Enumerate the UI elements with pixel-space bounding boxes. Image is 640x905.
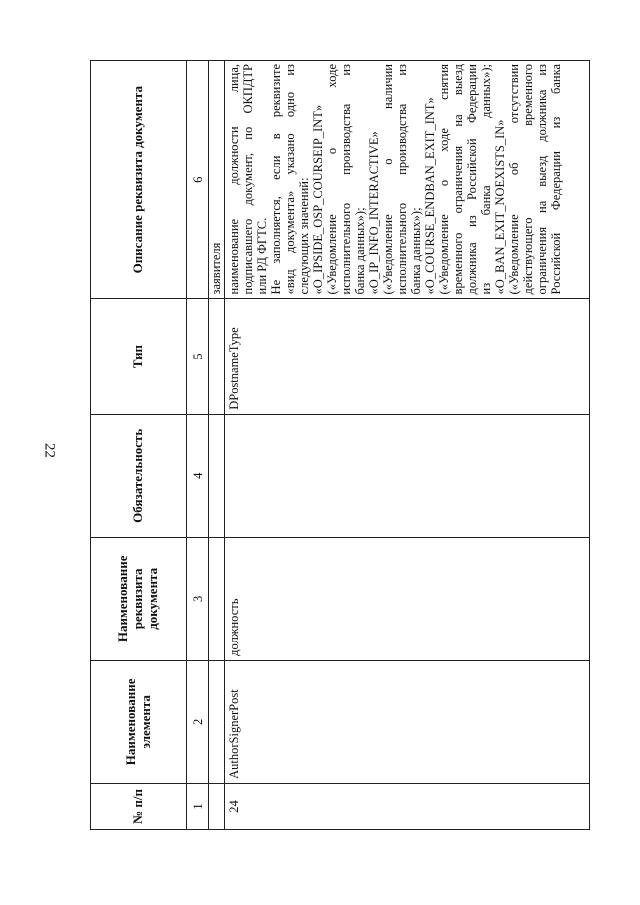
- column-number: 2: [187, 660, 209, 783]
- description-line: «O_IP_INFO_INTERACTIVE»: [367, 131, 381, 295]
- description-line: ограничения на выезд должника из: [535, 64, 549, 295]
- description-line: наименование должности лица,: [227, 64, 241, 295]
- row-required: [225, 414, 590, 537]
- table-row: [225, 61, 590, 830]
- description-line: («Уведомление об отсутствии: [507, 64, 521, 295]
- header-num: № п/п: [91, 783, 187, 829]
- description-line: Не заполняется, если в реквизите: [269, 64, 283, 295]
- description-line: «O_COURSE_ENDBAN_EXIT_INT»: [423, 97, 437, 295]
- row-num: 24: [225, 783, 590, 829]
- column-number: 1: [187, 783, 209, 829]
- header-requisite: Наименование реквизита документа: [91, 537, 187, 660]
- description-line: из банка данных»);: [479, 64, 493, 295]
- description-line: исполнительного производства из: [395, 64, 409, 295]
- description-line: действующего временного: [521, 64, 535, 295]
- description-line: временного ограничения на выезд: [451, 64, 465, 295]
- page-number: 22: [41, 443, 58, 458]
- description-line: («Уведомление о наличии: [381, 64, 395, 295]
- description-line: «вид документа» указано одно из: [283, 64, 297, 295]
- rotated-table-container: [90, 60, 590, 830]
- header-description: Описание реквизита документа: [91, 61, 187, 299]
- description-line: подписавшего документ, по ОКПДТР: [241, 64, 255, 295]
- header-element: Наименование элемента: [91, 660, 187, 783]
- header-required: Обязательность: [91, 414, 187, 537]
- column-number: 6: [187, 61, 209, 299]
- description-line: должника из Российской Федерации: [465, 64, 479, 295]
- column-number-row: [187, 61, 209, 830]
- description-line: банка данных»);: [409, 207, 423, 295]
- description-line: банка данных»);: [353, 207, 367, 295]
- description-line: Российской Федерации из банка: [549, 64, 563, 295]
- row-element: AuthorSignerPost: [225, 660, 590, 783]
- row-requisite: должность: [225, 537, 590, 660]
- header-type: Тип: [91, 299, 187, 414]
- requisites-table: [90, 60, 590, 830]
- description-line: исполнительного производства из: [339, 64, 353, 295]
- row-description: [225, 61, 590, 299]
- column-number: 5: [187, 299, 209, 414]
- description-line: («Уведомление о ходе снятия: [437, 64, 451, 295]
- column-number: 4: [187, 414, 209, 537]
- column-number: 3: [187, 537, 209, 660]
- description-line: «O_IPSIDE_OSP_COURSEIP_INT»: [311, 104, 325, 295]
- continuation-text: заявителя: [209, 61, 225, 299]
- header-row: [91, 61, 187, 830]
- description-line: или РД ФГТС.: [255, 217, 269, 295]
- continuation-row: [209, 61, 225, 830]
- description-line: следующих значений:: [297, 177, 311, 295]
- description-line: («Уведомление о ходе: [325, 64, 339, 295]
- description-line: «O_BAN_EXIT_NOEXISTS_IN»: [493, 119, 507, 295]
- row-type: DPostnameType: [225, 299, 590, 414]
